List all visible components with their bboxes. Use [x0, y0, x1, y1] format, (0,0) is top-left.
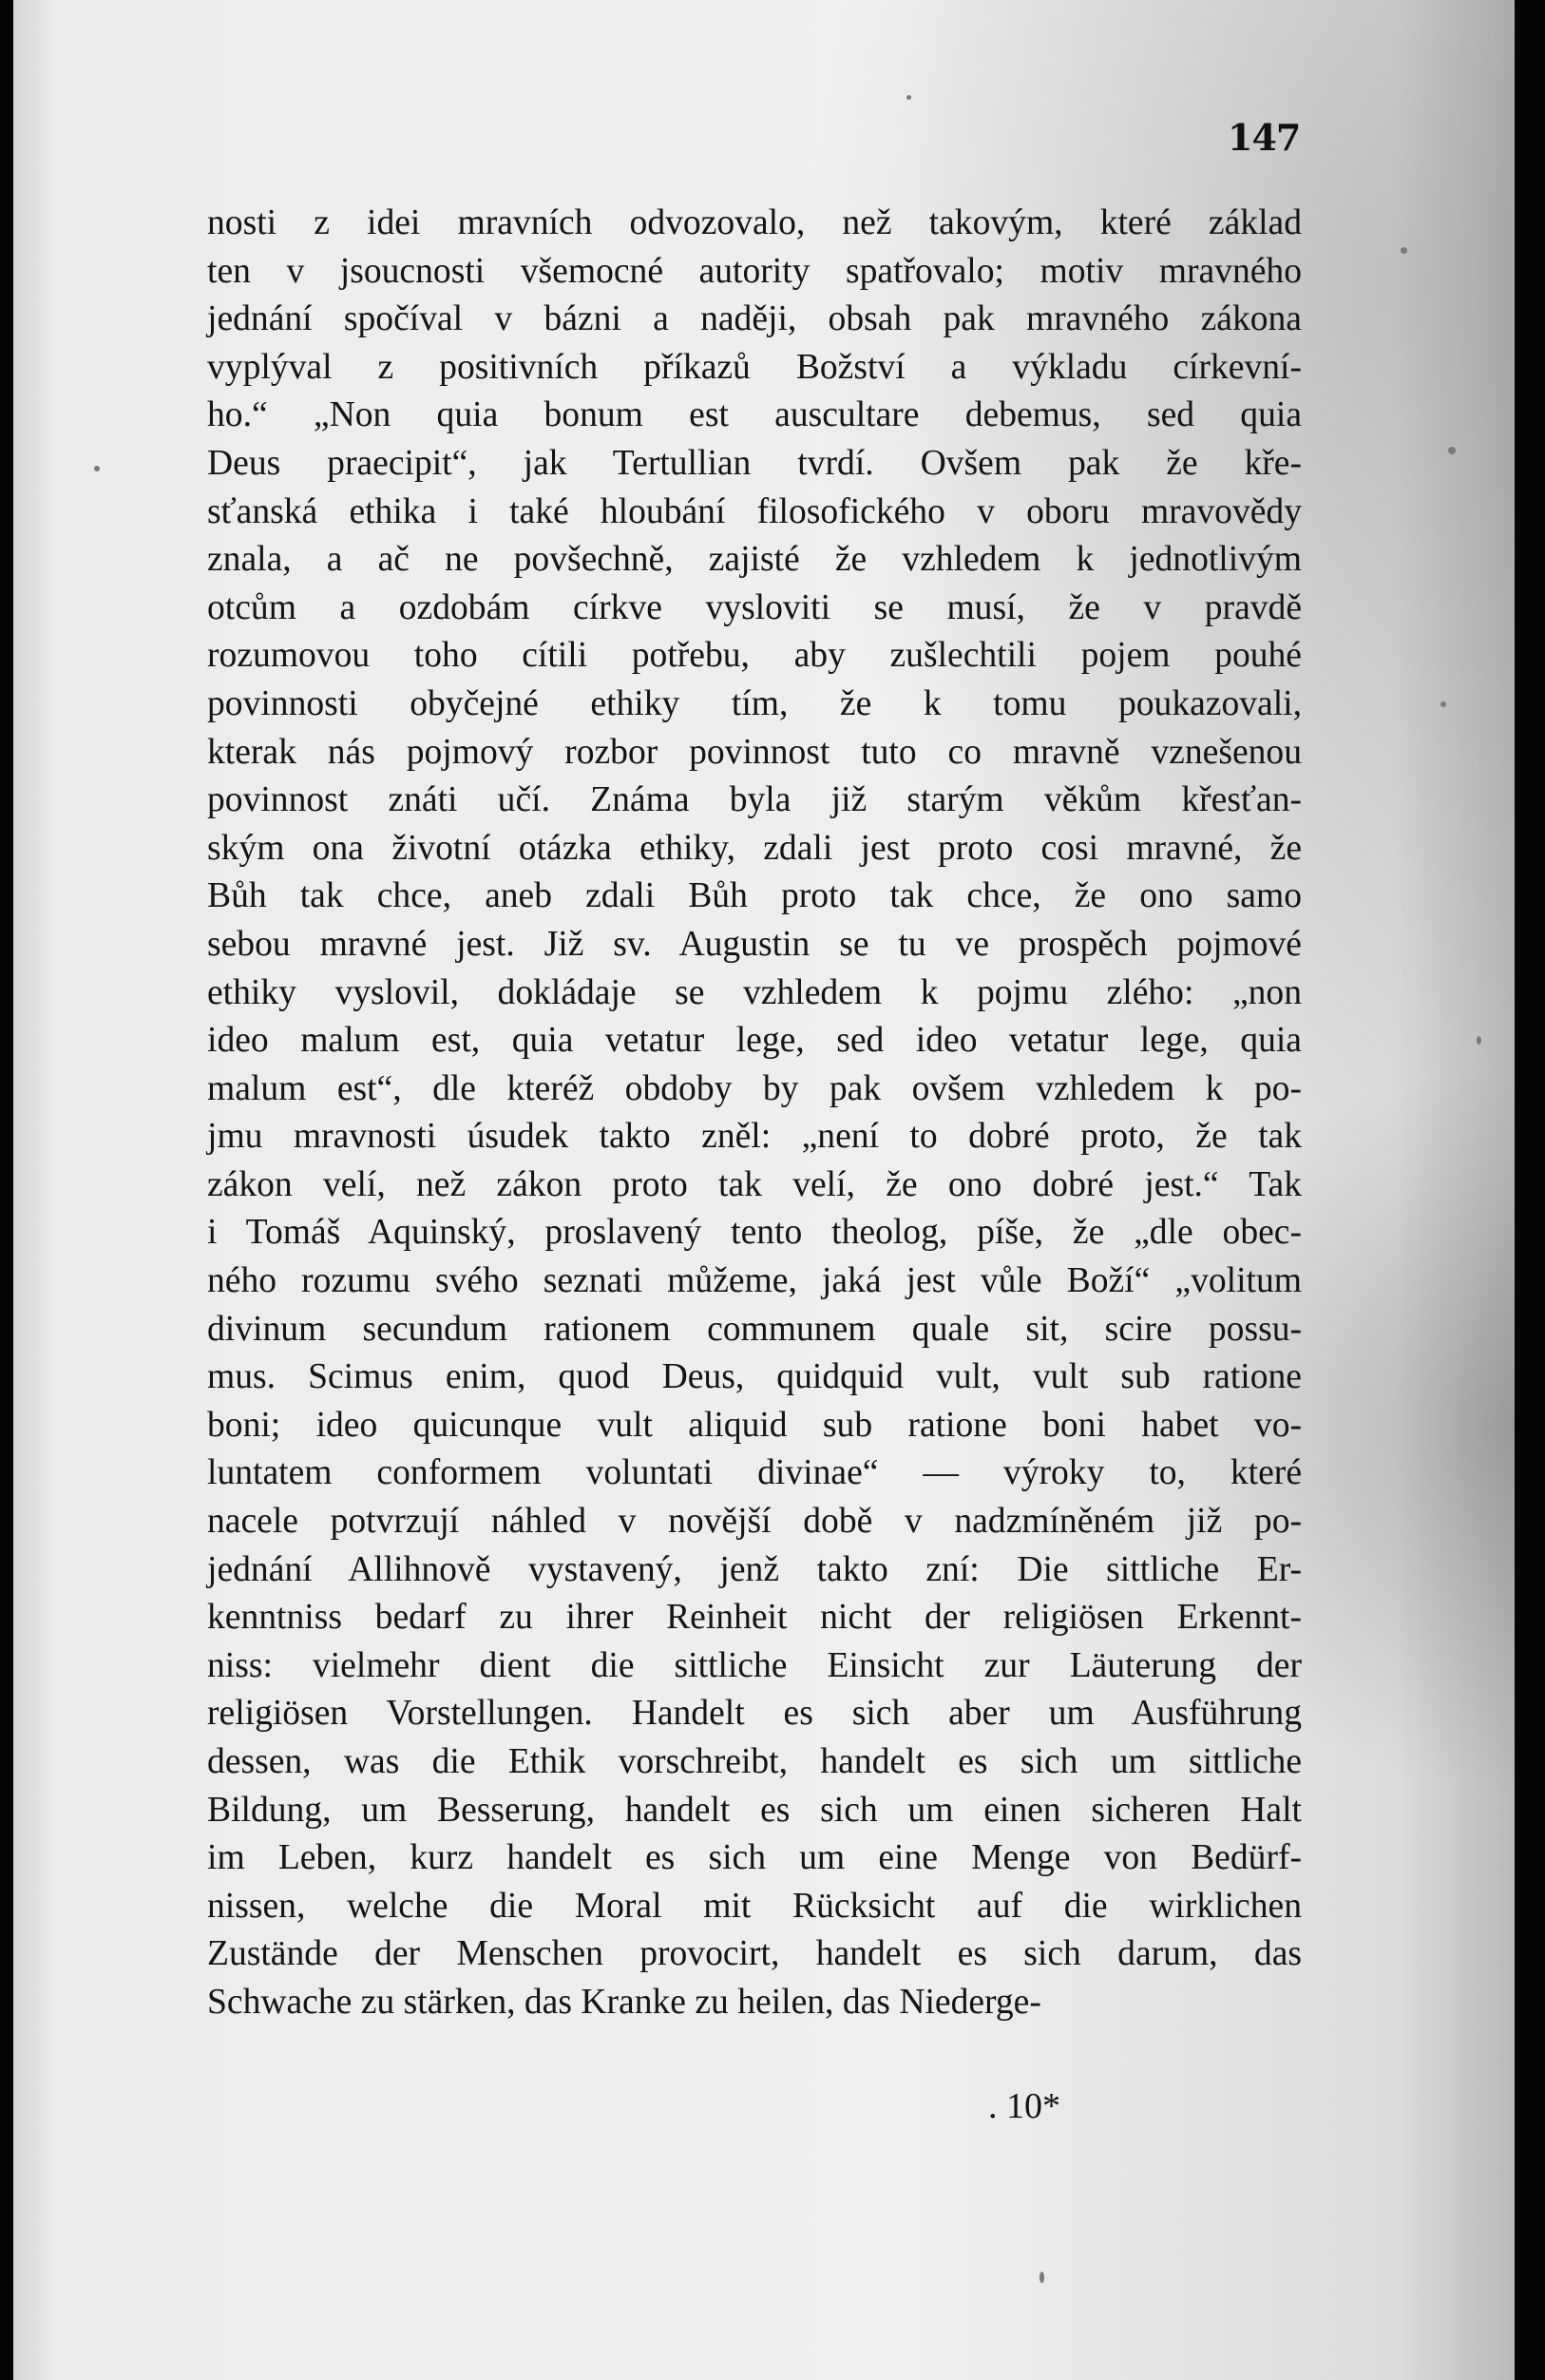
- text-line: jednání Allihnově vystavený, jenž takto zní: Die sittliche Er-: [207, 1549, 1302, 1589]
- page-number: 147: [1228, 116, 1301, 159]
- text-line: ného rozumu svého seznati můžeme, jaká jest vůle Boží“ „volitum: [207, 1261, 1302, 1301]
- signature-mark: . 10*: [988, 2086, 1060, 2126]
- text-line: sťanská ethika i také hloubání filosofického v oboru mravovědy: [207, 491, 1302, 531]
- paper-speck: [1401, 247, 1407, 254]
- text-line: niss: vielmehr dient die sittliche Einsicht zur Läuterung der: [207, 1645, 1302, 1685]
- text-line: jednání spočíval v bázni a naději, obsah pak mravného zákona: [207, 299, 1302, 339]
- text-line: Schwache zu stärken, das Kranke zu heilen, das Niederge-: [207, 1982, 1041, 2022]
- text-line: otcům a ozdobám církve vysloviti se musí, že v pravdě: [207, 587, 1302, 627]
- paper-speck: [1040, 2272, 1044, 2283]
- text-line: boni; ideo quicunque vult aliquid sub ratione boni habet vo-: [207, 1405, 1302, 1445]
- text-line: luntatem conformem voluntati divinae“ — výroky to, které: [207, 1453, 1302, 1493]
- text-line: nacele potvrzují náhled v novější době v nadzmíněném již po-: [207, 1502, 1302, 1542]
- text-line: religiösen Vorstellungen. Handelt es sich aber um Ausführung: [207, 1694, 1302, 1734]
- text-line: Bildung, um Besserung, handelt es sich um einen sicheren Halt: [207, 1790, 1302, 1830]
- text-line: dessen, was die Ethik vorschreibt, handelt es sich um sittliche: [207, 1742, 1302, 1781]
- text-line: ho.“ „Non quia bonum est auscultare debemus, sed quia: [207, 395, 1302, 435]
- text-line: malum est“, dle kteréž obdoby by pak ovšem vzhledem k po-: [207, 1068, 1302, 1108]
- body-text: [207, 200, 1302, 2027]
- text-line: znala, a ač ne povšechně, zajisté že vzhledem k jednotlivým: [207, 540, 1302, 580]
- text-line: ten v jsoucnosti všemocné autority spatřovalo; motiv mravného: [207, 251, 1302, 291]
- paper-speck: [1440, 701, 1446, 707]
- paper-speck: [906, 95, 911, 100]
- text-line: i Tomáš Aquinský, proslavený tento theolog, píše, že „dle obec-: [207, 1213, 1302, 1253]
- text-line: kterak nás pojmový rozbor povinnost tuto co mravně vznešenou: [207, 732, 1302, 772]
- text-line: povinnosti obyčejné ethiky tím, že k tomu poukazovali,: [207, 683, 1302, 723]
- text-line: nissen, welche die Moral mit Rücksicht auf die wirklichen: [207, 1886, 1302, 1926]
- text-line: nosti z idei mravních odvozovalo, než takovým, které základ: [207, 203, 1302, 242]
- text-line: ethiky vyslovil, dokládaje se vzhledem k pojmu zlého: „non: [207, 972, 1302, 1012]
- text-line: sebou mravné jest. Již sv. Augustin se tu ve prospěch pojmové: [207, 924, 1302, 964]
- paper-speck: [1477, 1036, 1481, 1045]
- paper-speck: [94, 466, 100, 471]
- text-line: rozumovou toho cítili potřebu, aby zušlechtili pojem pouhé: [207, 636, 1302, 676]
- text-line: vyplýval z positivních příkazů Božství a výkladu církevní-: [207, 347, 1302, 387]
- text-line: ideo malum est, quia vetatur lege, sed ideo vetatur lege, quia: [207, 1021, 1302, 1061]
- text-line: divinum secundum rationem communem quale sit, scire possu-: [207, 1309, 1302, 1349]
- text-line: Zustände der Menschen provocirt, handelt es sich darum, das: [207, 1934, 1302, 1974]
- text-line: Bůh tak chce, aneb zdali Bůh proto tak chce, že ono samo: [207, 876, 1302, 916]
- text-line: kenntniss bedarf zu ihrer Reinheit nicht der religiösen Erkennt-: [207, 1598, 1302, 1638]
- paper-speck: [1448, 447, 1456, 454]
- text-line: Deus praecipit“, jak Tertullian tvrdí. Ovšem pak že kře-: [207, 443, 1302, 483]
- text-line: povinnost znáti učí. Známa byla již starým věkům křesťan-: [207, 780, 1302, 820]
- text-line: zákon velí, než zákon proto tak velí, že ono dobré jest.“ Tak: [207, 1164, 1302, 1204]
- text-line: im Leben, kurz handelt es sich um eine Menge von Bedürf-: [207, 1838, 1302, 1878]
- text-line: mus. Scimus enim, quod Deus, quidquid vult, vult sub ratione: [207, 1357, 1302, 1397]
- text-line: ským ona životní otázka ethiky, zdali jest proto cosi mravné, že: [207, 828, 1302, 868]
- text-line: jmu mravnosti úsudek takto zněl: „není to dobré proto, že tak: [207, 1117, 1302, 1157]
